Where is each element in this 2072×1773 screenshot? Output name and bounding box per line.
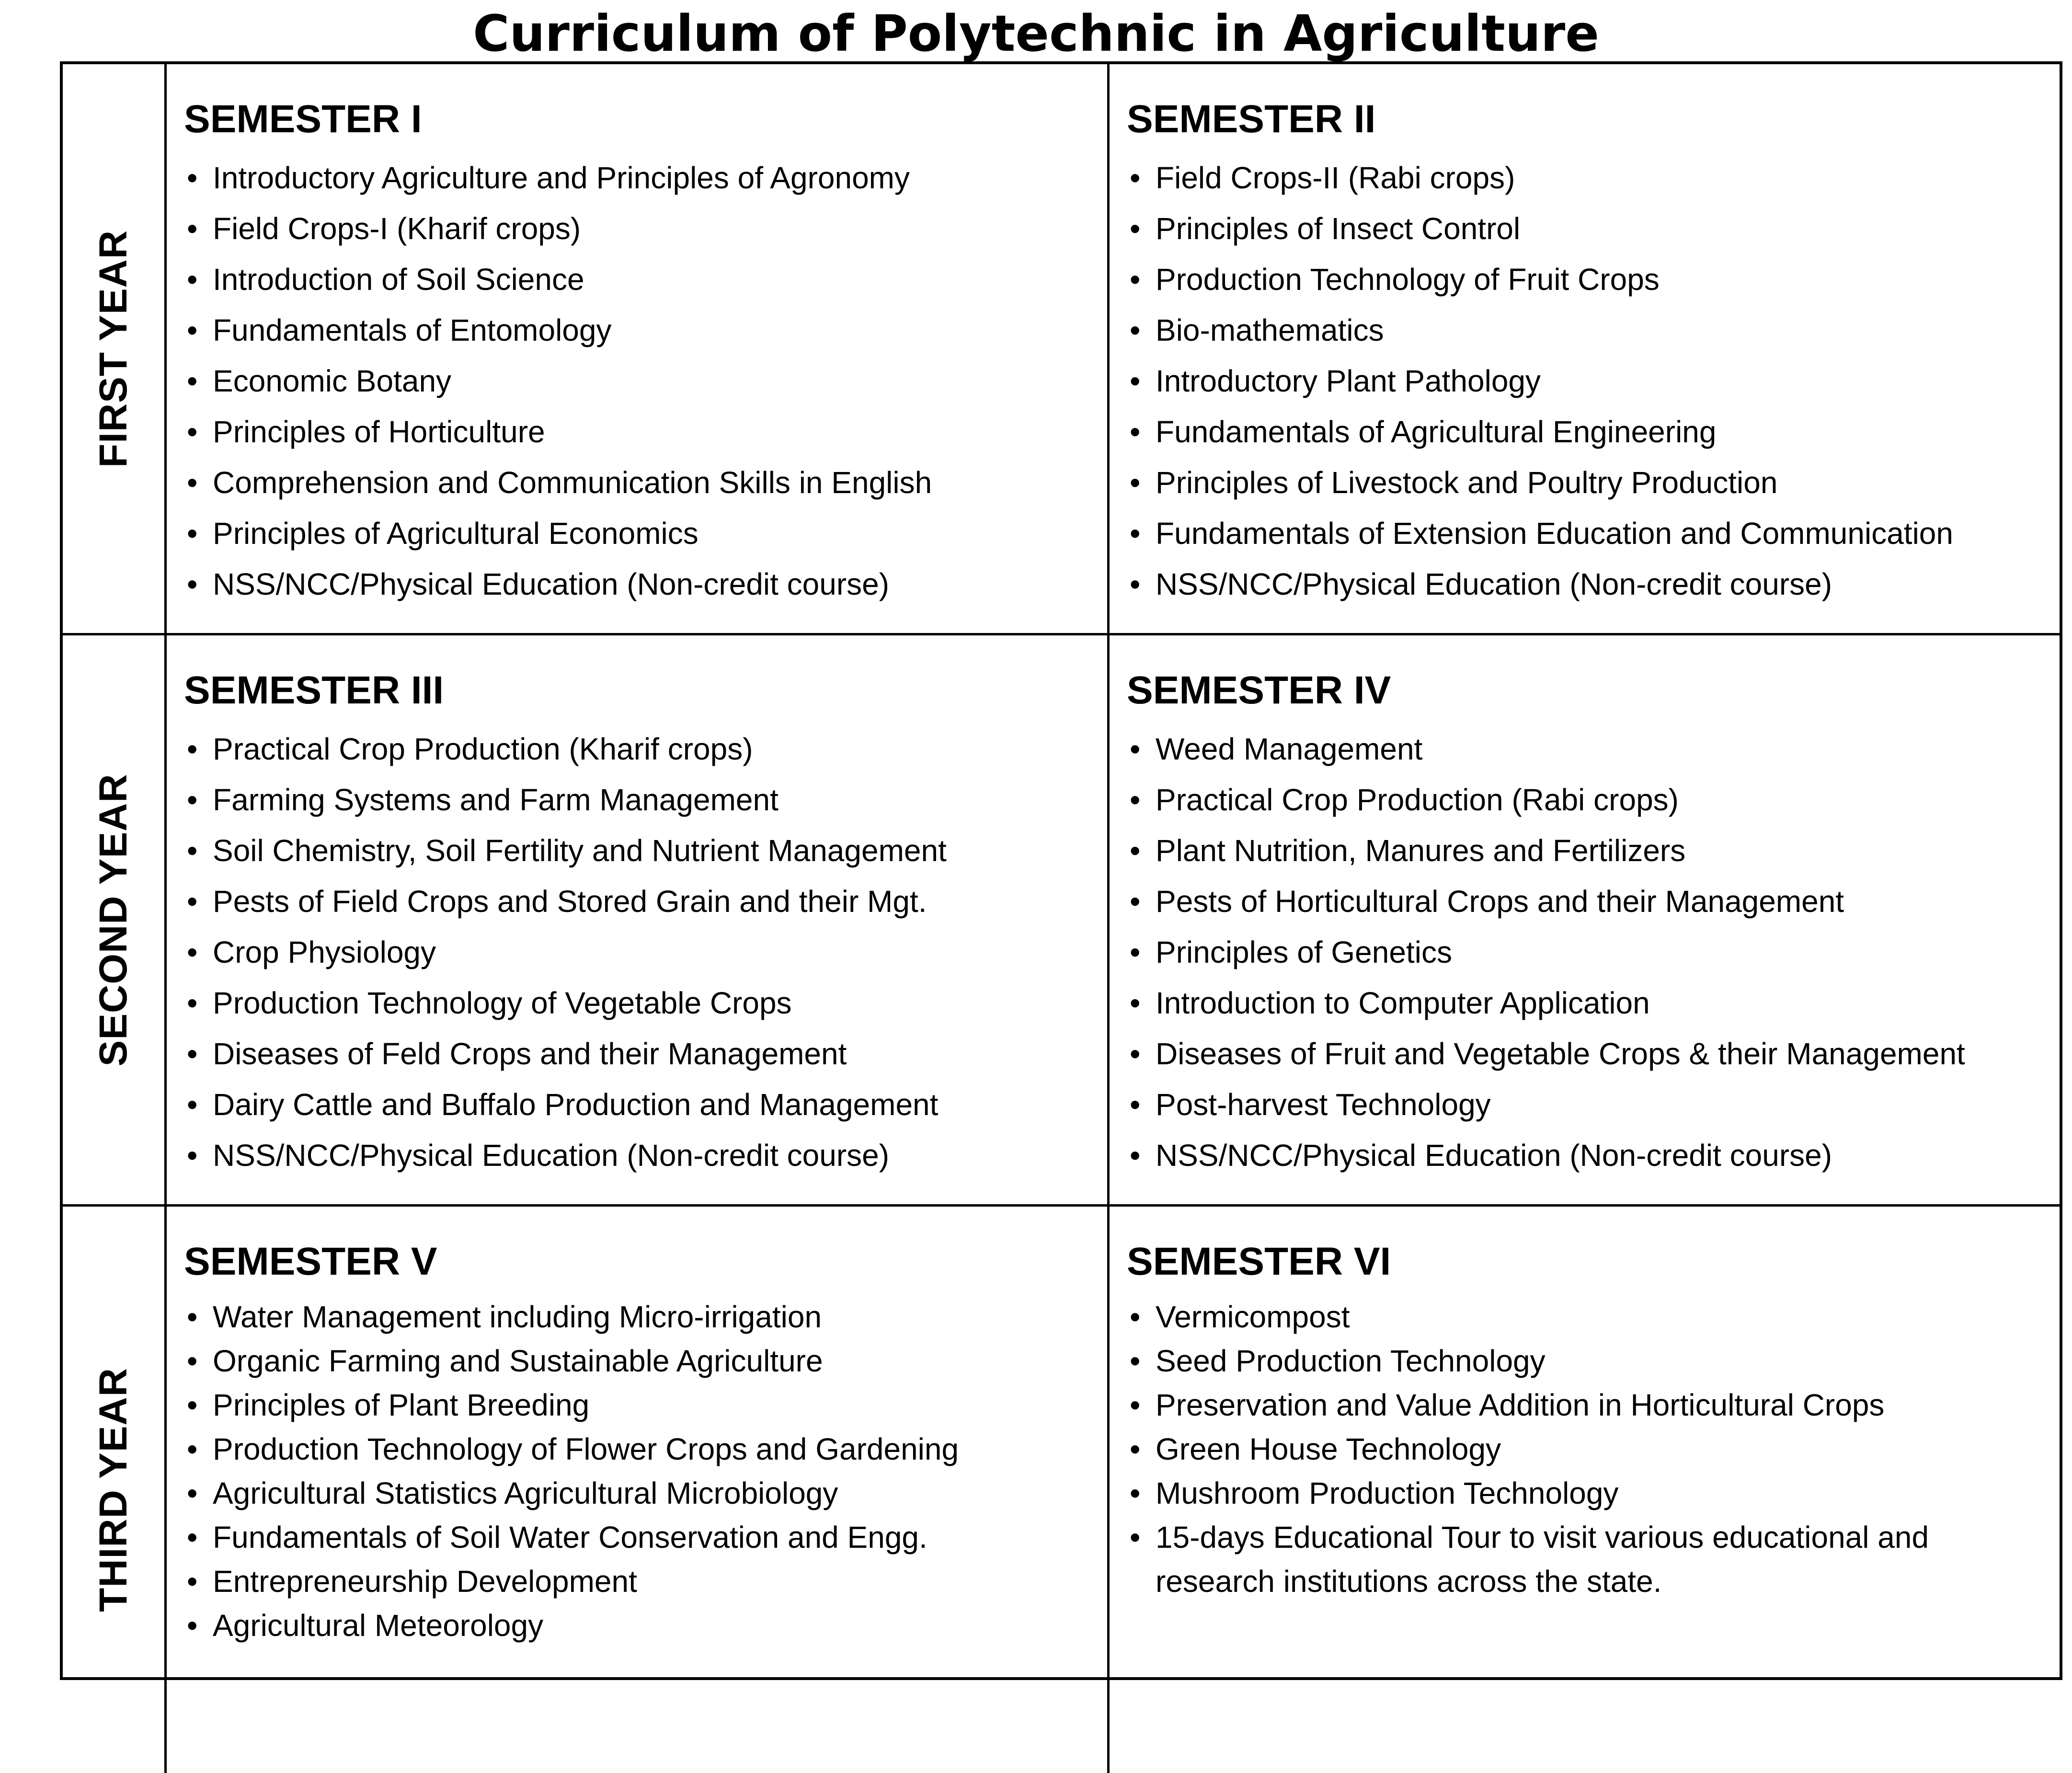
course-item: • Field Crops-I (Kharif crops) [184,203,1098,254]
bullet-icon: • [1130,1087,1141,1122]
semester-title: SEMESTER II [1127,97,1376,141]
course-item: • Agricultural Meteorology [184,1603,1098,1647]
course-item: • Post-harvest Technology [1127,1079,2050,1130]
bullet-icon: • [1130,1138,1141,1173]
bullet-icon: • [187,1520,198,1554]
course-item: • Production Technology of Fruit Crops [1127,254,2050,305]
bullet-icon: • [187,1432,198,1466]
bullet-icon: • [1130,414,1141,449]
bullet-icon: • [1130,986,1141,1020]
course-item: • Principles of Genetics [1127,927,2050,978]
bullet-icon: • [1130,732,1141,766]
bullet-icon: • [1130,567,1141,601]
course-item: • Vermicompost [1127,1295,2050,1339]
course-item: • Production Technology of Flower Crops and Gardening [184,1427,1098,1471]
course-item: • Principles of Horticulture [184,406,1098,457]
bullet-icon: • [1130,161,1141,195]
course-item: • Fundamentals of Soil Water Conservation and Engg. [184,1515,1098,1559]
bullet-icon: • [187,1608,198,1643]
semester-cell-1 [167,64,1110,635]
course-list [184,152,1098,610]
semester-cell-4 [1110,635,2060,1207]
course-item: • Introduction of Soil Science [184,254,1098,305]
course-item: • NSS/NCC/Physical Education (Non-credit course) [1127,559,2050,610]
page-title: Curriculum of Polytechnic in Agriculture [473,4,1599,63]
semester-title: SEMESTER IV [1127,668,1391,712]
bullet-icon: • [1130,1036,1141,1071]
bullet-icon: • [187,516,198,551]
course-item: • Soil Chemistry, Soil Fertility and Nutrient Management [184,825,1098,876]
bullet-icon: • [1130,211,1141,246]
course-item: • Crop Physiology [184,927,1098,978]
course-item: • Introductory Plant Pathology [1127,356,2050,406]
course-item: • Dairy Cattle and Buffalo Production and Management [184,1079,1098,1130]
bullet-icon: • [187,313,198,347]
course-item: • Bio-mathematics [1127,305,2050,356]
year-label: SECOND YEAR [92,773,135,1066]
course-item: • NSS/NCC/Physical Education (Non-credit course) [184,559,1098,610]
bullet-icon: • [187,262,198,297]
course-item: • Diseases of Feld Crops and their Management [184,1028,1098,1079]
course-item: • Organic Farming and Sustainable Agriculture [184,1339,1098,1383]
course-item: • Fundamentals of Entomology [184,305,1098,356]
bullet-icon: • [1130,935,1141,969]
course-item: • Weed Management [1127,724,2050,774]
bullet-icon: • [1130,1388,1141,1422]
course-item: • Introductory Agriculture and Principles of Agronomy [184,152,1098,203]
course-item: • Entrepreneurship Development [184,1559,1098,1603]
bullet-icon: • [187,364,198,398]
course-item: • Principles of Livestock and Poultry Production [1127,457,2050,508]
semester-cell-2 [1110,64,2060,635]
course-item: • Economic Botany [184,356,1098,406]
bullet-icon: • [1130,833,1141,868]
course-item: • Seed Production Technology [1127,1339,2050,1383]
course-item: • NSS/NCC/Physical Education (Non-credit course) [1127,1130,2050,1181]
bullet-icon: • [187,1476,198,1510]
bullet-icon: • [1130,783,1141,817]
bullet-icon: • [187,1138,198,1173]
course-item: • Plant Nutrition, Manures and Fertilizers [1127,825,2050,876]
year-label: FIRST YEAR [92,230,135,468]
semester-cell-5 [167,1207,1110,1773]
bullet-icon: • [1130,884,1141,919]
course-list [184,1295,1098,1647]
bullet-icon: • [1130,364,1141,398]
course-item: • Pests of Field Crops and Stored Grain and their Mgt. [184,876,1098,927]
bullet-icon: • [187,414,198,449]
bullet-icon: • [1130,465,1141,500]
course-list [1127,724,2050,1181]
bullet-icon: • [187,161,198,195]
semester-title: SEMESTER VI [1127,1240,1391,1283]
bullet-icon: • [187,567,198,601]
course-item: • Practical Crop Production (Kharif crops) [184,724,1098,774]
bullet-icon: • [1130,262,1141,297]
course-item: • Production Technology of Vegetable Crops [184,978,1098,1028]
course-item: • Water Management including Micro-irrigation [184,1295,1098,1339]
bullet-icon: • [187,884,198,919]
course-item: • NSS/NCC/Physical Education (Non-credit course) [184,1130,1098,1181]
course-item: • Field Crops-II (Rabi crops) [1127,152,2050,203]
bullet-icon: • [1130,1344,1141,1378]
course-item: • Green House Technology [1127,1427,2050,1471]
bullet-icon: • [187,833,198,868]
year-cell-third [63,1207,167,1773]
semester-title: SEMESTER I [184,97,422,141]
course-item: • Introduction to Computer Application [1127,978,2050,1028]
course-item: • Comprehension and Communication Skills in English [184,457,1098,508]
course-list [1127,152,2050,610]
bullet-icon: • [1130,1300,1141,1334]
bullet-icon: • [1130,1520,1141,1554]
semester-title: SEMESTER III [184,668,444,712]
bullet-icon: • [187,1344,198,1378]
course-item: • Diseases of Fruit and Vegetable Crops & their Management [1127,1028,2050,1079]
bullet-icon: • [1130,1432,1141,1466]
course-item: • Fundamentals of Agricultural Engineering [1127,406,2050,457]
course-item: • Pests of Horticultural Crops and their Management [1127,876,2050,927]
bullet-icon: • [187,1300,198,1334]
course-item: • Principles of Agricultural Economics [184,508,1098,559]
bullet-icon: • [187,1388,198,1422]
course-item: • Farming Systems and Farm Management [184,774,1098,825]
course-item: • Fundamentals of Extension Education and Communication [1127,508,2050,559]
bullet-icon: • [187,935,198,969]
bullet-icon: • [187,465,198,500]
course-item: • Practical Crop Production (Rabi crops) [1127,774,2050,825]
semester-cell-3 [167,635,1110,1207]
course-item: • Principles of Plant Breeding [184,1383,1098,1427]
semester-cell-6 [1110,1207,2060,1773]
bullet-icon: • [187,1087,198,1122]
bullet-icon: • [187,783,198,817]
course-item: • Agricultural Statistics Agricultural Microbiology [184,1471,1098,1515]
curriculum-table [60,61,2062,1680]
course-list [1127,1295,2050,1603]
course-item: • Preservation and Value Addition in Horticultural Crops [1127,1383,2050,1427]
bullet-icon: • [187,986,198,1020]
year-cell-first [63,64,167,635]
bullet-icon: • [187,211,198,246]
course-item: • Principles of Insect Control [1127,203,2050,254]
course-list [184,724,1098,1181]
bullet-icon: • [187,1036,198,1071]
year-cell-second [63,635,167,1207]
bullet-icon: • [1130,313,1141,347]
bullet-icon: • [1130,516,1141,551]
bullet-icon: • [187,732,198,766]
semester-title: SEMESTER V [184,1240,437,1283]
bullet-icon: • [187,1564,198,1599]
year-label: THIRD YEAR [92,1368,135,1612]
bullet-icon: • [1130,1476,1141,1510]
course-item: • 15-days Educational Tour to visit various educational and research institutions across the state. [1127,1515,2050,1603]
course-item: • Mushroom Production Technology [1127,1471,2050,1515]
